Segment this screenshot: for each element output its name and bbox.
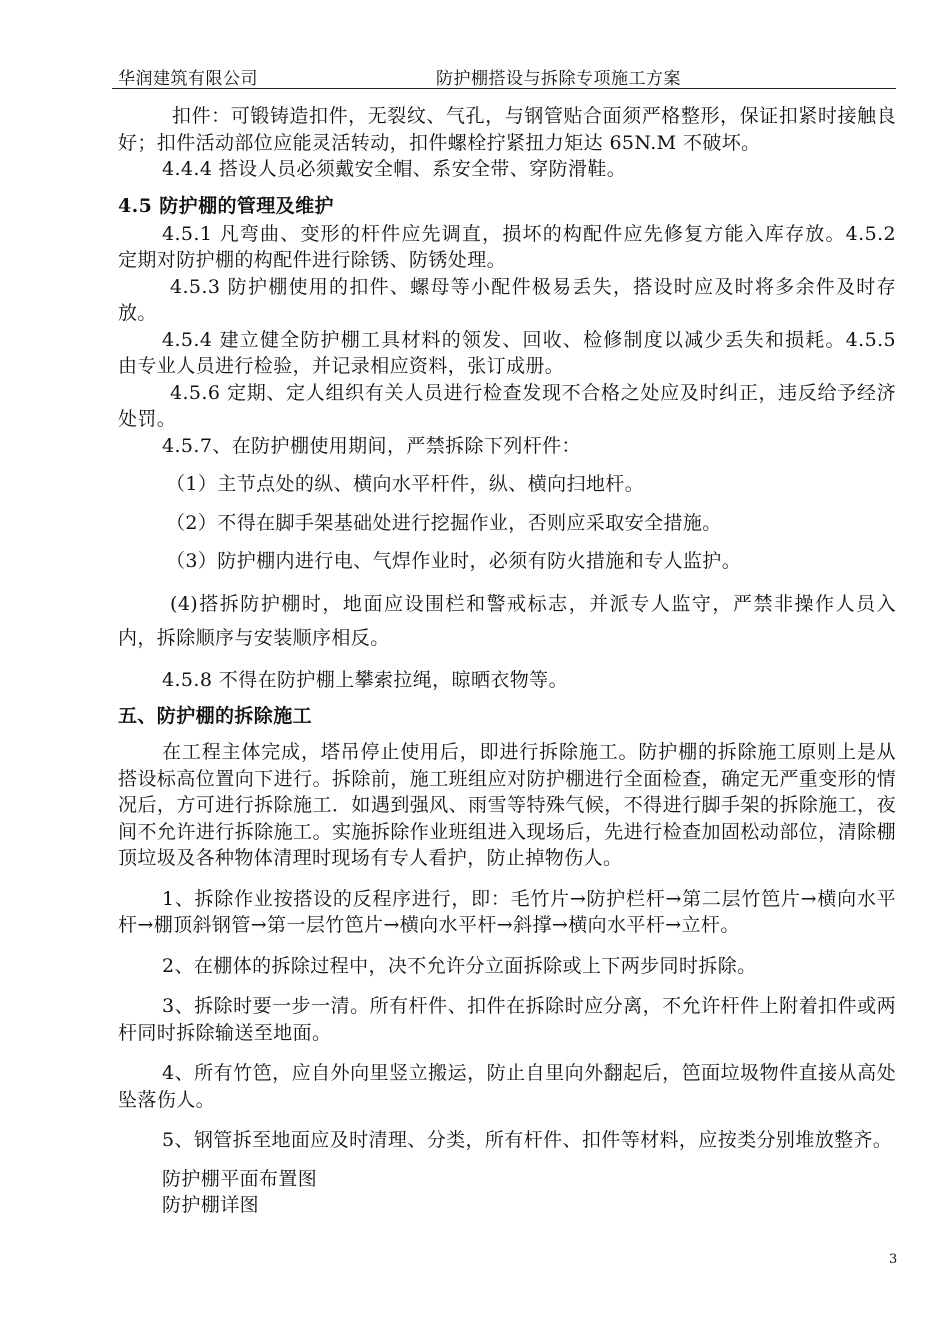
page-body xyxy=(118,103,896,1219)
paragraph-step-1: 1、拆除作业按搭设的反程序进行，即：毛竹片→防护栏杆→第二层竹笆片→横向水平杆→棚顶斜钢管→第一层竹笆片→横向水平杆→斜撑→横向水平杆→立杆。 xyxy=(118,887,896,936)
list-item-3: （3）防护棚内进行电、气焊作业时，必须有防火措施和专人监护。 xyxy=(166,550,742,572)
paragraph-dismantle-intro: 在工程主体完成，塔吊停止使用后，即进行拆除施工。防护棚的拆除施工原则上是从搭设标高位置向下进行。拆除前，施工班组应对防护棚进行全面检查，确定无严重变形的情况后，方可进行拆除施工．如遇到强风、雨雪等特殊气候，不得进行脚手架的拆除施工，夜间不允许进行拆除施工。实施拆除作业班组进入现场后，先进行检查加固松动部位，清除棚顶垃圾及各种物体清理时现场有专人看护，防止掉物伤人。 xyxy=(118,741,896,869)
paragraph-step-3: 3、拆除时要一步一清。所有杆件、扣件在拆除时应分离，不允许杆件上附着扣件或两杆同时拆除输送至地面。 xyxy=(118,995,896,1044)
section-heading-5: 五、防护棚的拆除施工 xyxy=(118,705,313,727)
figure-caption-detail: 防护棚详图 xyxy=(162,1194,260,1216)
header-company: 华润建筑有限公司 xyxy=(118,69,258,89)
paragraph-step-2: 2、在棚体的拆除过程中，决不允许分立面拆除或上下两步同时拆除。 xyxy=(162,954,757,977)
section-heading-4-5: 4.5 防护棚的管理及维护 xyxy=(118,194,334,217)
list-item-4: (4)搭拆防护棚时，地面应设围栏和警戒标志，并派专人监守，严禁非操作人员入内，拆除顺序与安装顺序相反。 xyxy=(118,592,896,649)
figure-caption-plan: 防护棚平面布置图 xyxy=(162,1167,318,1190)
header-doc-title: 防护棚搭设与拆除专项施工方案 xyxy=(436,69,681,89)
paragraph-4-5-4: 4.5.4 建立健全防护棚工具材料的领发、回收、检修制度以减少丢失和损耗。4.5.5 由专业人员进行检验，并记录相应资料，张订成册。 xyxy=(118,328,896,377)
paragraph-4-4-4: 4.4.4 搭设人员必须戴安全帽、系安全带、穿防滑鞋。 xyxy=(162,158,627,180)
paragraph-step-5: 5、钢管拆至地面应及时清理、分类，所有杆件、扣件等材料，应按类分别堆放整齐。 xyxy=(162,1129,893,1151)
page-number: 3 xyxy=(889,1252,898,1267)
paragraph-4-5-1: 4.5.1 凡弯曲、变形的杆件应先调直，损坏的构配件应先修复方能入库存放。4.5.2 定期对防护棚的构配件进行除锈、防锈处理。 xyxy=(118,222,896,271)
paragraph-4-5-3: 4.5.3 防护棚使用的扣件、螺母等小配件极易丢失，搭设时应及时将多余件及时存放。 xyxy=(118,275,896,324)
paragraph-4-5-6: 4.5.6 定期、定人组织有关人员进行检查发现不合格之处应及时纠正，违反给予经济处罚。 xyxy=(118,381,896,430)
paragraph-fastener: 扣件：可锻铸造扣件，无裂纹、气孔，与钢管贴合面须严格整形，保证扣紧时接触良好；扣件活动部位应能灵活转动，扣件螺栓拧紧扭力矩达 65N.M 不破坏。 xyxy=(118,105,896,154)
paragraph-4-5-7: 4.5.7、在防护棚使用期间，严禁拆除下列杆件： xyxy=(162,434,581,457)
paragraph-4-5-8: 4.5.8 不得在防护棚上攀索拉绳，晾晒衣物等。 xyxy=(162,668,568,691)
list-item-2: （2）不得在脚手架基础处进行挖掘作业，否则应采取安全措施。 xyxy=(166,511,722,534)
paragraph-step-4: 4、所有竹笆，应自外向里竖立搬运，防止自里向外翻起后，笆面垃圾物件直接从高处坠落伤人。 xyxy=(118,1062,896,1111)
header-rule xyxy=(112,88,896,89)
list-item-1: （1）主节点处的纵、横向水平杆件，纵、横向扫地杆。 xyxy=(166,473,645,495)
